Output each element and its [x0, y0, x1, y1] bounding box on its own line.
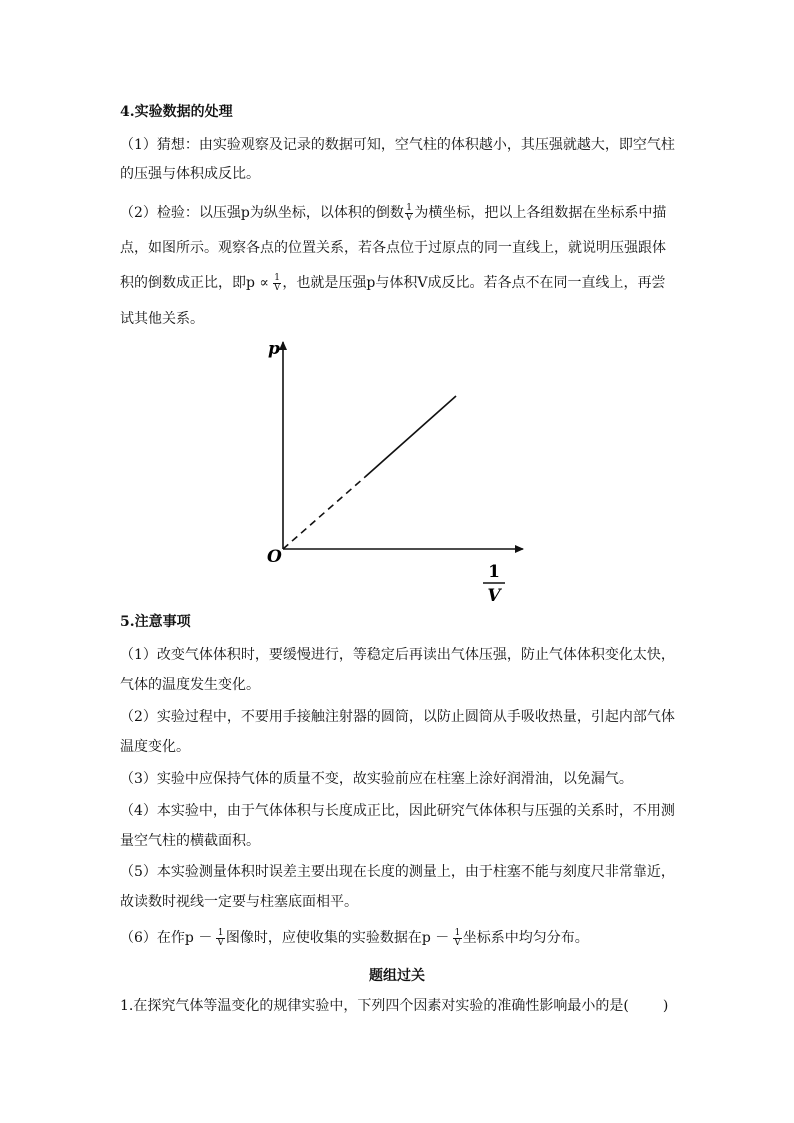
data-line [365, 396, 456, 477]
exercise-title: 题组过关 [369, 968, 425, 984]
note-2-line-1: （2）实验过程中，不要用手接触注射器的圆筒，以防止圆筒从手吸收热量，引起内部气体 [120, 709, 675, 725]
text-segment: 积的倒数成正比，即p ∝ [120, 275, 269, 291]
fraction-denominator: V [217, 937, 224, 948]
text-segment: 图像时，应使收集的实验数据在p － [225, 930, 450, 946]
text-segment: （2）检验：以压强p为纵坐标，以体积的倒数 [120, 205, 404, 221]
text-segment: ，也就是压强p与体积V成反比。若各点不在同一直线上，再尝 [282, 275, 666, 291]
note-5-line-1: （5）本实验测量体积时误差主要出现在长度的测量上，由于柱塞不能与刻度尺非常靠近， [120, 864, 675, 880]
text-segment: 坐标系中均匀分布。 [462, 930, 589, 946]
paragraph-guess-line-1: （1）猜想：由实验观察及记录的数据可知，空气柱的体积越小，其压强就越大，即空气柱 [120, 137, 675, 153]
question-1 [120, 996, 668, 1016]
note-6-line-1 [120, 928, 589, 948]
fraction-numerator: 1 [217, 927, 224, 938]
section-5-heading: 5.注意事项 [120, 614, 191, 630]
note-1-line-2: 气体的温度发生变化。 [120, 677, 260, 693]
origin-label: O [267, 547, 282, 567]
paragraph-verify-line-4: 试其他关系。 [120, 311, 204, 327]
fraction-denominator: V [454, 937, 461, 948]
fraction-numerator: 1 [454, 927, 461, 938]
fraction-one-over-v [405, 204, 414, 223]
note-4-line-2: 量空气柱的横截面积。 [120, 833, 260, 849]
note-1-line-1: （1）改变气体体积时，要缓慢进行，等稳定后再读出气体压强，防止气体体积变化太快， [120, 647, 675, 663]
note-5-line-2: 故读数时视线一定要与柱塞底面相平。 [120, 894, 358, 910]
p-vs-inverse-v-graph [250, 330, 540, 610]
fraction-numerator: 1 [406, 202, 412, 213]
note-4-line-1: （4）本实验中，由于气体体积与长度成正比，因此研究气体体积与压强的关系时，不用测 [120, 803, 675, 819]
extrapolated-dashed-line [283, 477, 365, 549]
question-text: 1.在探究气体等温变化的规律实验中，下列四个因素对实验的准确性影响最小的是( [120, 998, 629, 1014]
question-close-paren: ) [662, 998, 669, 1014]
y-axis-label: p [268, 339, 280, 359]
paragraph-guess-line-2: 的压强与体积成反比。 [120, 166, 260, 182]
x-label-numerator: 1 [488, 562, 500, 582]
text-segment: （6）在作p － [120, 930, 213, 946]
paragraph-verify-line-1 [120, 203, 666, 223]
note-2-line-2: 温度变化。 [120, 739, 190, 755]
note-3-line-1: （3）实验中应保持气体的质量不变，故实验前应在柱塞上涂好润滑油，以免漏气。 [120, 771, 633, 787]
fraction-denominator: V [273, 282, 281, 293]
text-segment: 为横坐标，把以上各组数据在坐标系中描 [414, 205, 667, 221]
fraction-numerator: 1 [274, 272, 280, 283]
paragraph-verify-line-2: 点，如图所示。观察各点的位置关系，若各点位于过原点的同一直线上，就说明压强跟体 [120, 240, 666, 256]
fraction-one-over-v [273, 274, 282, 293]
fraction-one-over-v [453, 929, 462, 948]
fraction-one-over-v [216, 929, 225, 948]
paragraph-verify-line-3 [120, 273, 665, 293]
x-label-denominator: V [487, 586, 501, 606]
fraction-denominator: V [405, 212, 413, 223]
section-4-heading: 4.实验数据的处理 [120, 104, 233, 120]
